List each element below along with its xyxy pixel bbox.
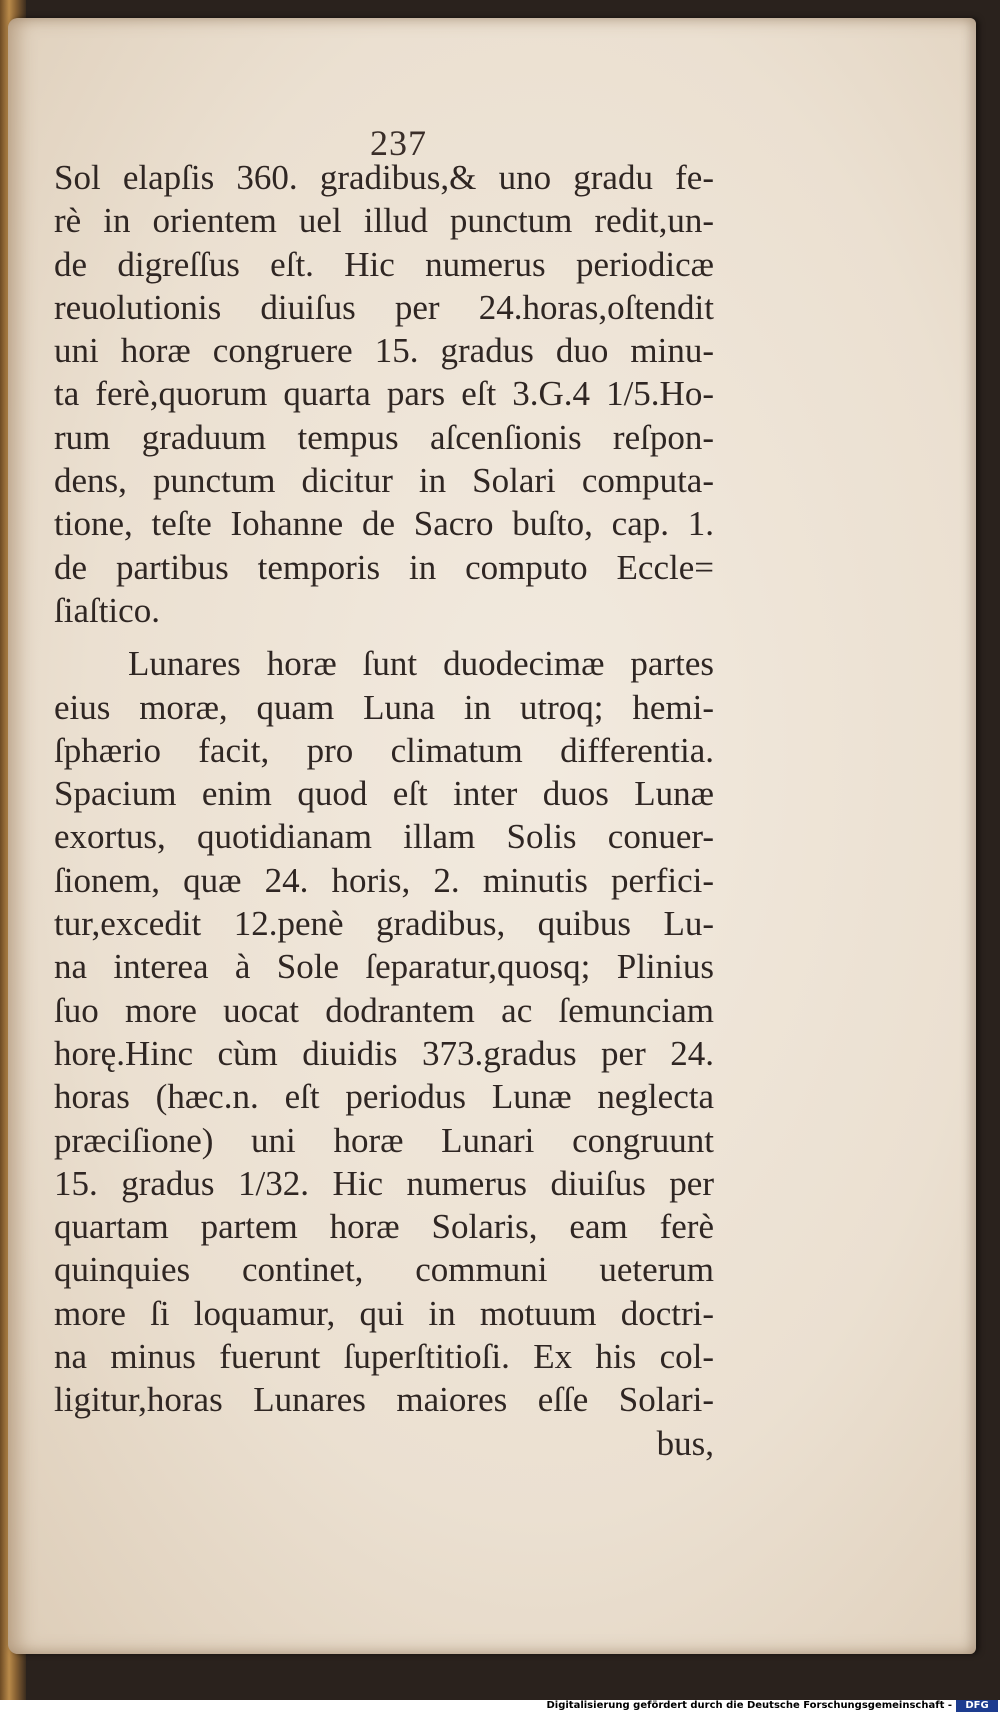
text-block [54, 156, 714, 1465]
text-line: na interea à Sole ſeparatur,quosq; Plinius [54, 947, 714, 987]
text-line: ta ferè,quorum quarta pars eſt 3.G.4 1/5.Ho- [54, 374, 714, 414]
dfg-logo: DFG [956, 1700, 998, 1712]
text-line: ſuo more uocat dodrantem ac ſemunciam [54, 990, 714, 1030]
text-line: eius moræ, quam Luna in utroq; hemi- [54, 687, 714, 727]
text-line: ſionem, quæ 24. horis, 2. minutis perfici- [54, 860, 714, 900]
text-line: na minus fuerunt ſuperſtitioſi. Ex his col- [54, 1337, 714, 1377]
footer-bar [0, 1700, 1000, 1712]
text-line: dens, punctum dicitur in Solari computa- [54, 461, 714, 501]
page-number: 237 [370, 123, 427, 163]
text-line: ligitur,horas Lunares maiores eſſe Solari- [54, 1380, 714, 1420]
paragraph-1 [54, 156, 714, 632]
text-line: 15. gradus 1/32. Hic numerus diuiſus per [54, 1163, 714, 1203]
book-page [8, 18, 976, 1654]
text-line: horas (hæc.n. eſt periodus Lunæ neglecta [54, 1077, 714, 1117]
text-line: uni horæ congruere 15. gradus duo minu- [54, 331, 714, 371]
text-line: ſiaſtico. [54, 590, 160, 630]
funding-credit: Digitalisierung gefördert durch die Deutsche Forschungsgemeinschaft - [546, 1700, 952, 1711]
text-line: tione, teſte Iohanne de Sacro buſto, cap. 1. [54, 504, 714, 544]
text-line: more ſi loquamur, qui in motuum doctri- [54, 1293, 714, 1333]
text-line: Lunares horæ ſunt duodecimæ partes [128, 644, 714, 684]
text-line: Sol elapſis 360. gradibus,& uno gradu fe- [54, 158, 714, 197]
text-line: reuolutionis diuiſus per 24.horas,oſtendit [54, 287, 714, 327]
text-line: rè in orientem uel illud punctum redit,un- [54, 201, 714, 241]
text-line: quinquies continet, communi ueterum [54, 1250, 714, 1290]
text-line: de partibus temporis in computo Eccle= [54, 547, 714, 587]
text-line: exortus, quotidianam illam Solis conuer- [54, 817, 714, 857]
text-line: horę.Hinc cùm diuidis 373.gradus per 24. [54, 1033, 714, 1073]
paragraph-2 [54, 642, 714, 1465]
text-line: ſphærio facit, pro climatum differentia. [54, 730, 714, 770]
text-line: præciſione) uni horæ Lunari congruunt [54, 1120, 714, 1160]
text-line: tur,excedit 12.penè gradibus, quibus Lu- [54, 904, 714, 944]
text-line: Spacium enim quod eſt inter duos Lunæ [54, 774, 714, 814]
text-line: rum graduum tempus aſcenſionis reſpon- [54, 417, 714, 457]
text-line: de digreſſus eſt. Hic numerus periodicæ [54, 244, 714, 284]
text-line: quartam partem horæ Solaris, eam ferè [54, 1207, 714, 1247]
catchword: bus, [656, 1423, 714, 1463]
